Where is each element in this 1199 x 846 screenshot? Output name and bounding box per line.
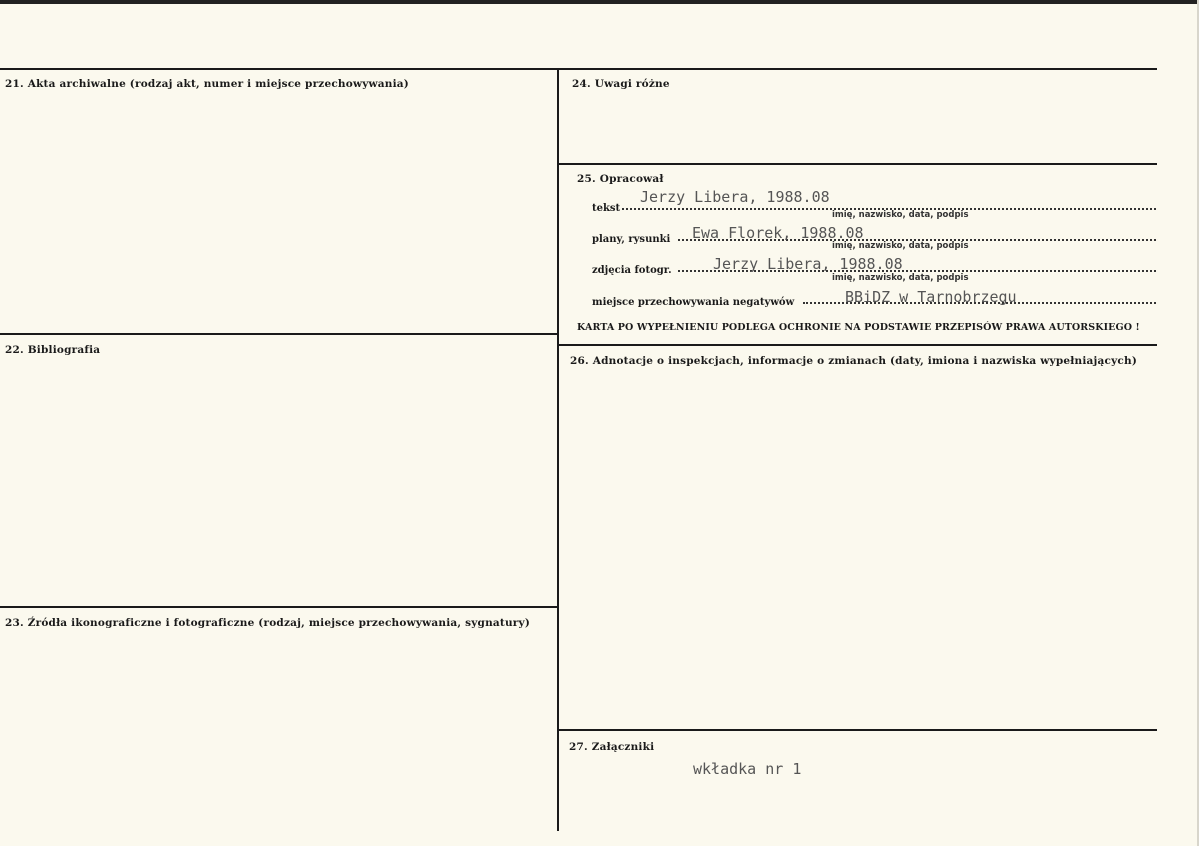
section-21-title: 21. Akta archiwalne (rodzaj akt, numer i miejsce przechowywania) xyxy=(5,78,409,90)
middle-divider xyxy=(557,68,559,831)
divider-24-25 xyxy=(558,163,1157,165)
negatywy-value: BBiDZ w Tarnobrzegu xyxy=(845,288,1017,306)
section-27-title: 27. Załączniki xyxy=(569,741,655,753)
zdjecia-value: Jerzy Libera, 1988.08 xyxy=(713,255,903,273)
plany-value: Ewa Florek, 1988.08 xyxy=(692,224,864,242)
divider-25-26 xyxy=(558,344,1157,346)
zalaczniki-value: wkładka nr 1 xyxy=(693,760,802,778)
zdjecia-label: zdjęcia fotogr. xyxy=(592,265,672,276)
section-22-title: 22. Bibliografia xyxy=(5,344,101,356)
section-26-title: 26. Adnotacje o inspekcjach, informacje o zmianach (daty, imiona i nazwiska wypełniających) xyxy=(570,355,1138,367)
divider-21-22 xyxy=(0,333,558,335)
section-24-title: 24. Uwagi różne xyxy=(572,78,670,90)
divider-22-23 xyxy=(0,606,558,608)
copyright-notice: KARTA PO WYPEŁNIENIU PODLEGA OCHRONIE NA PODSTAWIE PRZEPISÓW PRAWA AUTORSKIEGO ! xyxy=(577,322,1140,333)
plany-hint: imię, nazwisko, data, podpis xyxy=(832,241,969,251)
divider-26-27 xyxy=(558,729,1157,731)
tekst-value: Jerzy Libera, 1988.08 xyxy=(640,188,830,206)
top-border xyxy=(0,68,1157,70)
section-25-title: 25. Opracował xyxy=(577,173,664,185)
top-edge xyxy=(0,0,1199,4)
tekst-hint: imię, nazwisko, data, podpis xyxy=(832,210,969,220)
tekst-label: tekst xyxy=(592,203,621,214)
plany-label: plany, rysunki xyxy=(592,234,671,245)
zdjecia-hint: imię, nazwisko, data, podpis xyxy=(832,273,969,283)
section-23-title: 23. Źródła ikonograficzne i fotograficzne (rodzaj, miejsce przechowywania, sygnatury) xyxy=(5,617,530,629)
negatywy-label: miejsce przechowywania negatywów xyxy=(592,297,795,308)
